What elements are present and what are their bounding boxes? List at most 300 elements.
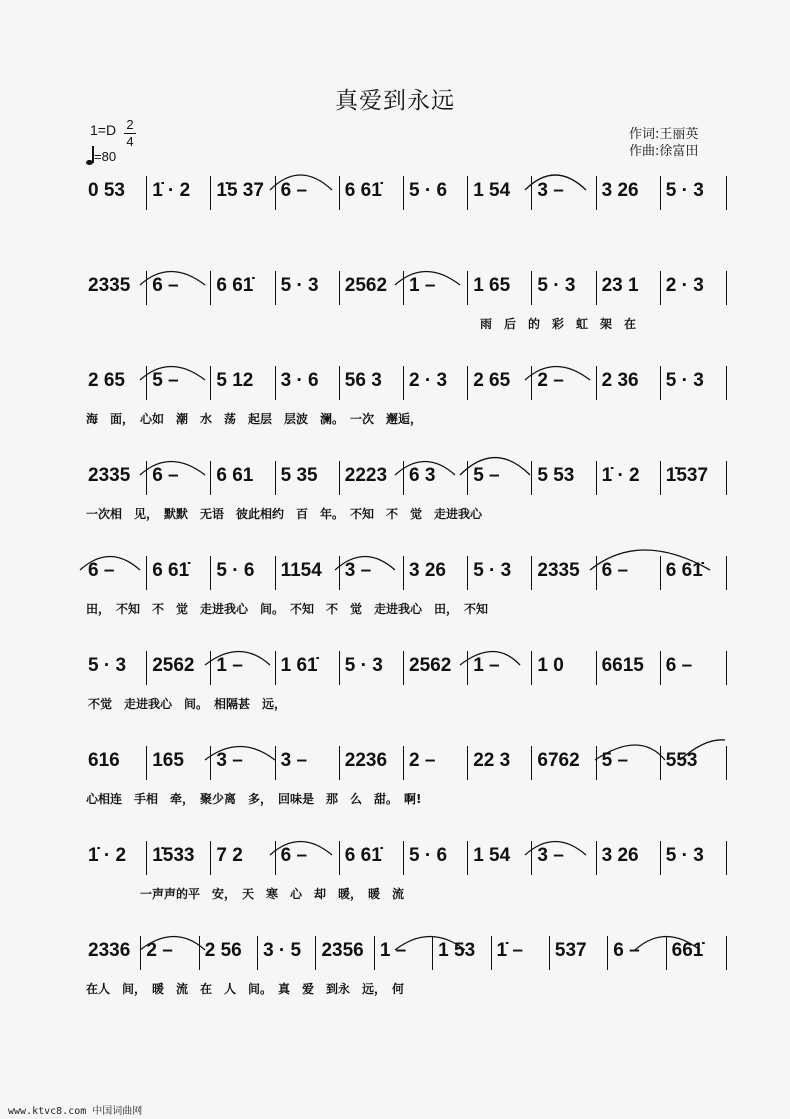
measure-notes: 1 61̇ bbox=[280, 655, 318, 676]
measure bbox=[148, 746, 212, 780]
composer-credit: 作曲:徐富田 bbox=[629, 144, 699, 159]
barline bbox=[726, 841, 727, 875]
barline bbox=[403, 271, 404, 305]
barline bbox=[339, 841, 340, 875]
lyric-line: 一次相 见， 默默 无语 彼此相约 百 年。 不知 不 觉 走进我心 bbox=[86, 507, 483, 521]
measure bbox=[212, 651, 276, 685]
barline bbox=[596, 176, 597, 210]
barline bbox=[275, 176, 276, 210]
measure bbox=[533, 366, 597, 400]
measure bbox=[212, 176, 276, 210]
measure-notes: 2335 bbox=[88, 465, 131, 486]
measure-notes: 1̇533 bbox=[152, 845, 195, 866]
measure-notes: 1̇ · 2 bbox=[88, 845, 127, 866]
barline bbox=[275, 366, 276, 400]
barline bbox=[339, 366, 340, 400]
measure-notes: 5 · 6 bbox=[216, 560, 255, 581]
measure-notes: 6 – bbox=[280, 180, 308, 201]
measure-notes: 2562 bbox=[152, 655, 195, 676]
credits bbox=[629, 126, 698, 160]
score-row bbox=[0, 841, 790, 911]
measure-notes: 22 3 bbox=[473, 750, 511, 771]
barline bbox=[660, 841, 661, 875]
measure-notes: 537 bbox=[554, 940, 587, 961]
barline bbox=[146, 271, 147, 305]
measure bbox=[259, 936, 317, 970]
measure bbox=[533, 746, 597, 780]
measure bbox=[533, 176, 597, 210]
measure-notes: 3 – bbox=[216, 750, 243, 771]
measure-notes: 1 65 bbox=[473, 275, 511, 296]
measure bbox=[148, 556, 212, 590]
measure-notes: 6 – bbox=[88, 560, 115, 581]
barline bbox=[339, 461, 340, 495]
measure bbox=[405, 271, 469, 305]
measure-notes: 7 2 bbox=[216, 845, 243, 866]
barline bbox=[467, 366, 468, 400]
measure bbox=[376, 936, 434, 970]
barline bbox=[726, 271, 727, 305]
barline bbox=[726, 176, 727, 210]
measure bbox=[341, 271, 405, 305]
measure-notes: 2 – bbox=[537, 370, 564, 391]
barline bbox=[339, 651, 340, 685]
barline bbox=[726, 746, 727, 780]
song-title: 真爱到永远 bbox=[335, 88, 455, 114]
measure-notes: 2 65 bbox=[473, 370, 511, 391]
barline bbox=[596, 461, 597, 495]
time-signature-bottom: 4 bbox=[126, 134, 134, 149]
barline bbox=[531, 461, 532, 495]
measure bbox=[277, 651, 341, 685]
lyric-line: 雨 后 的 彩 虹 架 在 bbox=[480, 317, 637, 331]
measure-notes: 6762 bbox=[537, 750, 580, 771]
measure bbox=[662, 651, 726, 685]
score-row bbox=[0, 936, 790, 1006]
barline bbox=[339, 176, 340, 210]
measure-notes: 3 26 bbox=[601, 845, 639, 866]
measure bbox=[84, 176, 148, 210]
barline bbox=[660, 746, 661, 780]
measure-notes: 56 3 bbox=[344, 370, 382, 391]
barline bbox=[339, 271, 340, 305]
measure-notes: 3 – bbox=[344, 560, 372, 581]
score-row bbox=[0, 556, 790, 626]
barline bbox=[549, 936, 550, 970]
measure-notes: 2 · 3 bbox=[409, 370, 448, 391]
measure-notes: 5 · 3 bbox=[88, 655, 127, 676]
barline bbox=[146, 556, 147, 590]
measure bbox=[148, 176, 212, 210]
measure bbox=[469, 271, 533, 305]
barline bbox=[275, 556, 276, 590]
barline bbox=[531, 271, 532, 305]
measure bbox=[469, 746, 533, 780]
measure bbox=[84, 746, 148, 780]
barline bbox=[146, 651, 147, 685]
measure bbox=[212, 366, 276, 400]
measure bbox=[277, 556, 341, 590]
measure-notes: 1̇ · 2 bbox=[601, 465, 640, 486]
measure bbox=[142, 936, 200, 970]
tempo-marking bbox=[86, 145, 116, 165]
barline bbox=[403, 841, 404, 875]
measure bbox=[405, 176, 469, 210]
measure-notes: 553 bbox=[665, 750, 698, 771]
measure-notes: 1 53 bbox=[438, 940, 476, 961]
measure-notes: 2 – bbox=[409, 750, 436, 771]
measure-notes: 5 · 3 bbox=[665, 370, 704, 391]
barline bbox=[275, 841, 276, 875]
barline bbox=[210, 271, 211, 305]
measure bbox=[341, 841, 405, 875]
barline bbox=[531, 556, 532, 590]
measure-notes: 5 – bbox=[473, 465, 500, 486]
measure bbox=[598, 176, 662, 210]
measure bbox=[469, 176, 533, 210]
measure bbox=[469, 461, 533, 495]
measure-notes: 3 · 6 bbox=[280, 370, 319, 391]
measure-notes: 2 · 3 bbox=[665, 275, 704, 296]
barline bbox=[531, 651, 532, 685]
barline bbox=[146, 461, 147, 495]
measure bbox=[662, 176, 726, 210]
barline bbox=[403, 746, 404, 780]
measure bbox=[341, 746, 405, 780]
measure bbox=[434, 936, 492, 970]
measure bbox=[84, 271, 148, 305]
barline bbox=[607, 936, 608, 970]
measure-notes: 5 · 3 bbox=[280, 275, 319, 296]
measure bbox=[598, 271, 662, 305]
barline bbox=[660, 366, 661, 400]
measure-notes: 3 – bbox=[280, 750, 308, 771]
measure bbox=[277, 176, 341, 210]
lyric-line: 一声声的平 安， 天 寒 心 却 暖， 暖 流 bbox=[140, 887, 405, 901]
measure bbox=[668, 936, 726, 970]
barline bbox=[146, 746, 147, 780]
measure bbox=[405, 651, 469, 685]
measure bbox=[148, 651, 212, 685]
measure-notes: 1 0 bbox=[537, 655, 564, 676]
measure bbox=[598, 366, 662, 400]
quarter-note-icon bbox=[86, 145, 94, 165]
measure-notes: 2 – bbox=[146, 940, 173, 961]
measure-notes: 3 26 bbox=[601, 180, 639, 201]
measure-notes: 2335 bbox=[537, 560, 580, 581]
measure bbox=[148, 461, 212, 495]
measure bbox=[341, 461, 405, 495]
measure-notes: 5 · 3 bbox=[537, 275, 576, 296]
barline bbox=[146, 176, 147, 210]
measure bbox=[84, 651, 148, 685]
measure-notes: 2223 bbox=[344, 465, 388, 486]
barline bbox=[467, 556, 468, 590]
barline bbox=[403, 556, 404, 590]
measure-notes: 5 – bbox=[601, 750, 629, 771]
measure bbox=[148, 271, 212, 305]
time-signature bbox=[124, 118, 136, 149]
measure bbox=[598, 746, 662, 780]
lyric-line: 田， 不知 不 觉 走进我心 间。 不知 不 觉 走进我心 田， 不知 bbox=[86, 602, 489, 616]
barline bbox=[210, 746, 211, 780]
barline bbox=[660, 556, 661, 590]
measure bbox=[84, 556, 148, 590]
measure bbox=[212, 746, 276, 780]
tempo-value: =80 bbox=[94, 149, 117, 164]
barline bbox=[660, 271, 661, 305]
barline bbox=[257, 936, 258, 970]
barline bbox=[596, 271, 597, 305]
measure-notes: 1̇537 bbox=[665, 465, 709, 486]
barline bbox=[140, 936, 141, 970]
barline bbox=[403, 461, 404, 495]
measure bbox=[533, 841, 597, 875]
barline bbox=[726, 366, 727, 400]
barline bbox=[210, 176, 211, 210]
measure-notes: 6 61̇ bbox=[344, 845, 382, 866]
lyric-line: 在人 间， 暖 流 在 人 间。 真 爱 到永 远， 何 bbox=[86, 982, 405, 996]
measure-notes: 2 56 bbox=[204, 940, 242, 961]
barline bbox=[467, 271, 468, 305]
measure bbox=[469, 366, 533, 400]
measure-notes: 2236 bbox=[344, 750, 388, 771]
measure-notes: 6 3 bbox=[409, 465, 436, 486]
measure bbox=[598, 556, 662, 590]
barline bbox=[531, 841, 532, 875]
lyric-line: 心相连 手相 牵， 聚少离 多， 回味是 那 么 甜。 啊! bbox=[86, 792, 422, 806]
barline bbox=[726, 556, 727, 590]
barline bbox=[339, 556, 340, 590]
measure-notes: 6 61 bbox=[216, 465, 254, 486]
measure-notes: 5 · 3 bbox=[665, 845, 704, 866]
barline bbox=[467, 746, 468, 780]
measure-notes: 5 · 3 bbox=[665, 180, 704, 201]
measure-notes: 1 – bbox=[379, 940, 407, 961]
site-footer: www.ktvc8.com 中国词曲网 bbox=[8, 1106, 143, 1117]
score-row bbox=[0, 366, 790, 436]
barline bbox=[199, 936, 200, 970]
measure-notes: 6 – bbox=[665, 655, 693, 676]
measure bbox=[662, 366, 726, 400]
measure-notes: 5 12 bbox=[216, 370, 254, 391]
measure-notes: 6 – bbox=[613, 940, 640, 961]
barline bbox=[275, 461, 276, 495]
measure bbox=[469, 556, 533, 590]
barline bbox=[726, 461, 727, 495]
measure-notes: 6 61̇ bbox=[152, 560, 190, 581]
measure-notes: 2 65 bbox=[88, 370, 125, 391]
measure bbox=[212, 556, 276, 590]
measure bbox=[493, 936, 551, 970]
measure-notes: 2562 bbox=[409, 655, 452, 676]
measure bbox=[533, 271, 597, 305]
measure-notes: 6 – bbox=[152, 275, 179, 296]
measure bbox=[662, 461, 726, 495]
barline bbox=[403, 176, 404, 210]
measure-notes: 2335 bbox=[88, 275, 131, 296]
barline bbox=[660, 176, 661, 210]
measure bbox=[662, 746, 726, 780]
measure-notes: 6 61̇ bbox=[665, 560, 703, 581]
barline bbox=[403, 366, 404, 400]
barline bbox=[596, 651, 597, 685]
measure-notes: 0 53 bbox=[88, 180, 125, 201]
barline bbox=[210, 651, 211, 685]
lyric-line: 不觉 走进我心 间。 相隔甚 远， bbox=[88, 697, 287, 711]
barline bbox=[660, 461, 661, 495]
measure-notes: 6 – bbox=[280, 845, 308, 866]
measure bbox=[662, 556, 726, 590]
barline bbox=[210, 556, 211, 590]
measure-notes: 5 · 6 bbox=[409, 845, 448, 866]
measure bbox=[469, 651, 533, 685]
measure-notes: 1̇5 37 bbox=[216, 180, 264, 201]
measure bbox=[341, 651, 405, 685]
measure bbox=[469, 841, 533, 875]
measure bbox=[84, 461, 148, 495]
measure-notes: 6 61̇ bbox=[216, 275, 254, 296]
measure bbox=[148, 366, 212, 400]
time-signature-top: 2 bbox=[126, 117, 134, 132]
measure bbox=[405, 841, 469, 875]
measure-notes: 5 · 3 bbox=[473, 560, 512, 581]
barline bbox=[210, 366, 211, 400]
barline bbox=[596, 556, 597, 590]
barline bbox=[726, 651, 727, 685]
barline bbox=[339, 746, 340, 780]
measure bbox=[277, 271, 341, 305]
measure bbox=[662, 271, 726, 305]
measure-notes: 3 – bbox=[537, 845, 564, 866]
measure-notes: 1154 bbox=[280, 560, 322, 581]
measure-notes: 5 · 3 bbox=[344, 655, 383, 676]
measure bbox=[84, 366, 148, 400]
lyricist-credit: 作词:王丽英 bbox=[629, 127, 699, 142]
measure bbox=[277, 366, 341, 400]
measure bbox=[662, 841, 726, 875]
score-row bbox=[0, 651, 790, 721]
measure bbox=[84, 936, 142, 970]
measure bbox=[341, 556, 405, 590]
measure bbox=[533, 461, 597, 495]
barline bbox=[403, 651, 404, 685]
barline bbox=[275, 271, 276, 305]
score-row bbox=[0, 271, 790, 341]
measure-notes: 5 – bbox=[152, 370, 179, 391]
measure bbox=[405, 366, 469, 400]
measure-notes: 1 54 bbox=[473, 180, 511, 201]
measure-notes: 661̇ bbox=[671, 940, 704, 961]
barline bbox=[275, 746, 276, 780]
measure-notes: 1̇ · 2 bbox=[152, 180, 191, 201]
measure bbox=[533, 556, 597, 590]
measure bbox=[277, 841, 341, 875]
measure-notes: 1 – bbox=[216, 655, 243, 676]
measure-notes: 23 1 bbox=[601, 275, 639, 296]
barline bbox=[275, 651, 276, 685]
barline bbox=[374, 936, 375, 970]
measure-notes: 165 bbox=[152, 750, 184, 771]
measure-notes: 3 26 bbox=[409, 560, 446, 581]
measure-notes: 6 – bbox=[152, 465, 179, 486]
barline bbox=[596, 366, 597, 400]
measure bbox=[201, 936, 259, 970]
measure-notes: 3 – bbox=[537, 180, 564, 201]
measure bbox=[533, 651, 597, 685]
measure-notes: 1̇ – bbox=[496, 940, 523, 961]
measure bbox=[277, 746, 341, 780]
barline bbox=[491, 936, 492, 970]
barline bbox=[467, 461, 468, 495]
measure-notes: 6615 bbox=[601, 655, 644, 676]
barline bbox=[596, 841, 597, 875]
measure-notes: 1 54 bbox=[473, 845, 511, 866]
measure-notes: 616 bbox=[88, 750, 120, 771]
measure bbox=[212, 461, 276, 495]
measure-notes: 2356 bbox=[321, 940, 364, 961]
measure bbox=[277, 461, 341, 495]
measure bbox=[212, 271, 276, 305]
barline bbox=[210, 841, 211, 875]
barline bbox=[432, 936, 433, 970]
measure bbox=[84, 841, 148, 875]
barline bbox=[531, 746, 532, 780]
measure-notes: 5 35 bbox=[280, 465, 318, 486]
measure bbox=[551, 936, 609, 970]
measure bbox=[609, 936, 667, 970]
measure-notes: 5 · 6 bbox=[409, 180, 448, 201]
measure bbox=[405, 746, 469, 780]
measure bbox=[212, 841, 276, 875]
barline bbox=[531, 366, 532, 400]
measure bbox=[148, 841, 212, 875]
measure bbox=[405, 461, 469, 495]
measure-notes: 5 53 bbox=[537, 465, 575, 486]
score-row bbox=[0, 461, 790, 531]
measure-notes: 2 36 bbox=[601, 370, 639, 391]
score-row bbox=[0, 746, 790, 816]
measure bbox=[405, 556, 469, 590]
barline bbox=[315, 936, 316, 970]
barline bbox=[531, 176, 532, 210]
measure bbox=[598, 461, 662, 495]
barline bbox=[210, 461, 211, 495]
key-signature: 1=D bbox=[90, 122, 117, 138]
measure-notes: 1 – bbox=[473, 655, 500, 676]
measure-notes: 2562 bbox=[344, 275, 388, 296]
measure-notes: 2336 bbox=[88, 940, 131, 961]
barline bbox=[467, 651, 468, 685]
measure bbox=[341, 176, 405, 210]
barline bbox=[666, 936, 667, 970]
barline bbox=[467, 176, 468, 210]
barline bbox=[467, 841, 468, 875]
measure bbox=[598, 841, 662, 875]
measure-notes: 6 61̇ bbox=[344, 180, 382, 201]
barline bbox=[660, 651, 661, 685]
measure bbox=[317, 936, 375, 970]
measure bbox=[598, 651, 662, 685]
barline bbox=[726, 936, 727, 970]
measure-notes: 1 – bbox=[409, 275, 436, 296]
measure-notes: 3 · 5 bbox=[263, 940, 302, 961]
barline bbox=[596, 746, 597, 780]
lyric-line: 海 面， 心如 潮 水 荡 起层 层波 澜。 一次 邂逅， bbox=[86, 412, 423, 426]
measure-notes: 6 – bbox=[601, 560, 629, 581]
barline bbox=[146, 841, 147, 875]
score-row bbox=[0, 176, 790, 246]
